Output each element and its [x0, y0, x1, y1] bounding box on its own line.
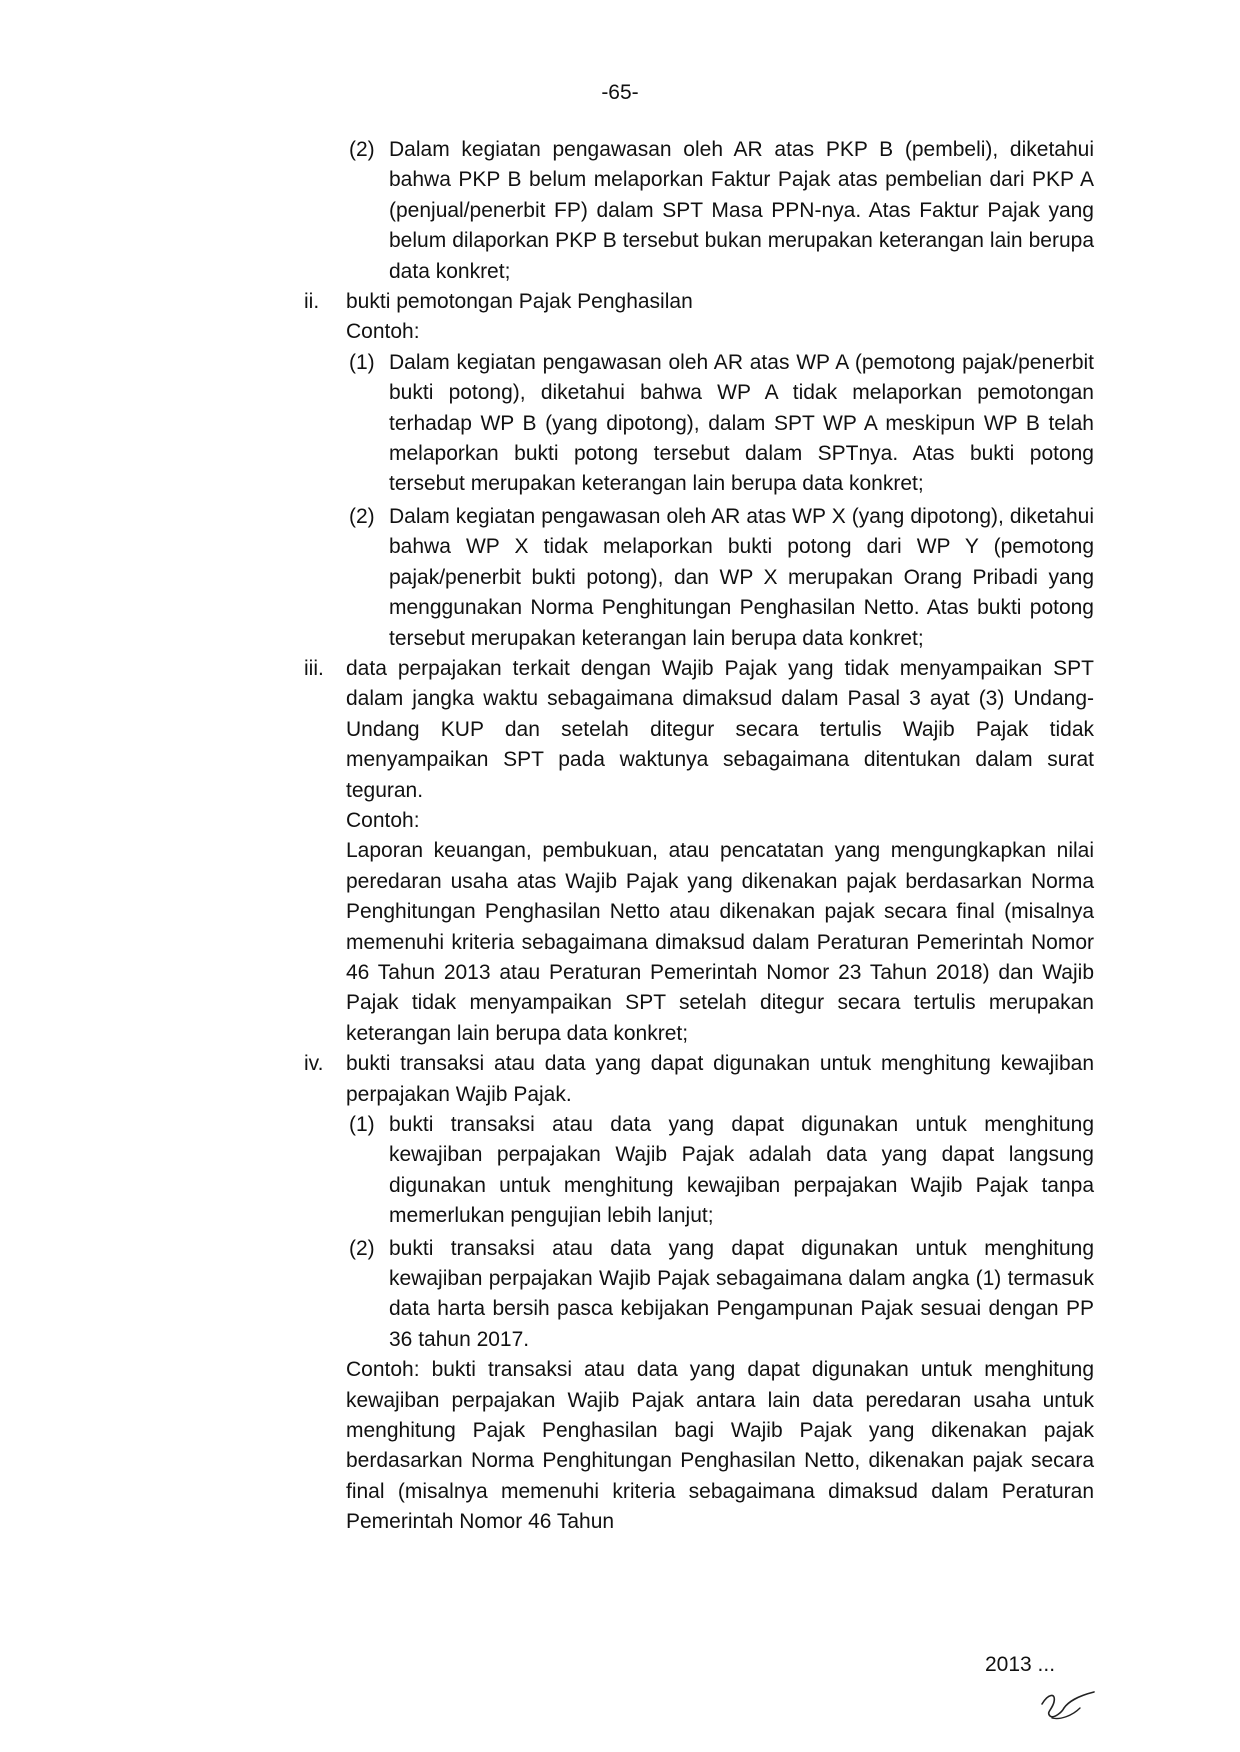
- list-item-numbered: [0, 1234, 1240, 1356]
- example-heading: Contoh:: [346, 808, 420, 832]
- item-text: bukti transaksi atau data yang dapat digunakan untuk menghitung kewajiban perpajakan Wajib Pajak.: [346, 1052, 1094, 1106]
- item-text: bukti pemotongan Pajak Penghasilan: [346, 290, 693, 314]
- example-paragraph: Contoh: bukti transaksi atau data yang dapat digunakan untuk menghitung kewajiban perpajakan Wajib Pajak antara lain data peredaran usaha untuk menghitung Pajak Penghasilan bagi Wajib Pajak yang dikenakan pajak berdasarkan Norma Penghitungan Penghasilan Netto, dikenakan pajak secara final (misalnya memenuhi kriteria sebagaimana dimaksud dalam Peraturan Pemerintah Nomor 46 Tahun: [346, 1358, 1094, 1534]
- page-number: -65-: [601, 81, 639, 104]
- item-label: iv.: [304, 1052, 324, 1076]
- page-body: [0, 135, 1240, 1538]
- item-text: data perpajakan terkait dengan Wajib Pajak yang tidak menyampaikan SPT dalam jangka waktu sebagaimana dimaksud dalam Pasal 3 ayat (3) Undang-Undang KUP dan setelah ditegur secara tertulis Wajib Pajak tidak menyampaikan SPT pada waktunya sebagaimana ditentukan dalam surat teguran.: [346, 656, 1094, 802]
- item-label: (1): [349, 1113, 375, 1136]
- continuation-marker: 2013 ...: [985, 1653, 1056, 1676]
- item-label: ii.: [304, 290, 320, 314]
- item-text: bukti transaksi atau data yang dapat digunakan untuk menghitung kewajiban perpajakan Wajib Pajak sebagaimana dalam angka (1) termasuk data harta bersih pasca kebijakan Pengampunan Pajak sesuai dengan PP 36 tahun 2017.: [389, 1236, 1094, 1351]
- item-text: Dalam kegiatan pengawasan oleh AR atas WP X (yang dipotong), diketahui bahwa WP X tidak melaporkan bukti potong dari WP Y (pemotong pajak/penerbit bukti potong), dan WP X merupakan Orang Pribadi yang menggunakan Norma Penghitungan Penghasilan Netto. Atas bukti potong tersebut merupakan keterangan lain berupa data konkret;: [389, 504, 1094, 650]
- list-item-numbered: [0, 135, 1240, 287]
- item-label: iii.: [304, 656, 324, 680]
- item-text: Dalam kegiatan pengawasan oleh AR atas WP A (pemotong pajak/penerbit bukti potong), diketahui bahwa WP A tidak melaporkan pemotongan terhadap WP B (yang dipotong), dalam SPT WP A meskipun WP B telah melaporkan bukti potong tersebut dalam SPTnya. Atas bukti potong tersebut merupakan keterangan lain berupa data konkret;: [389, 350, 1094, 496]
- list-item-roman: [0, 654, 1240, 806]
- item-label: (1): [349, 350, 375, 374]
- list-item-numbered: [0, 502, 1240, 654]
- signature-initial-icon: [1038, 1682, 1098, 1726]
- list-item-numbered: [0, 348, 1240, 500]
- item-text: bukti transaksi atau data yang dapat digunakan untuk menghitung kewajiban perpajakan Wajib Pajak adalah data yang dapat langsung digunakan untuk menghitung kewajiban perpajakan Wajib Pajak tanpa memerlukan pengujian lebih lanjut;: [389, 1113, 1094, 1228]
- item-text: Dalam kegiatan pengawasan oleh AR atas PKP B (pembeli), diketahui bahwa PKP B belum melaporkan Faktur Pajak atas pembelian dari PKP A (penjual/penerbit FP) dalam SPT Masa PPN-nya. Atas Faktur Pajak yang belum dilaporkan PKP B tersebut bukan merupakan keterangan lain berupa data konkret;: [389, 138, 1094, 283]
- list-item-roman: [0, 287, 1240, 317]
- item-label: (2): [349, 1236, 375, 1260]
- list-item-roman: [0, 1049, 1240, 1110]
- example-paragraph: Laporan keuangan, pembukuan, atau pencatatan yang mengungkapkan nilai peredaran usaha atas Wajib Pajak yang dikenakan pajak berdasarkan Norma Penghitungan Penghasilan Netto atau dikenakan pajak secara final (misalnya memenuhi kriteria sebagaimana dimaksud dalam Peraturan Pemerintah Nomor 46 Tahun 2013 atau Peraturan Pemerintah Nomor 23 Tahun 2018) dan Wajib Pajak tidak menyampaikan SPT setelah ditegur secara tertulis merupakan keterangan lain berupa data konkret;: [346, 839, 1094, 1045]
- item-label: (2): [349, 138, 375, 161]
- item-label: (2): [349, 504, 375, 528]
- list-item-numbered: [0, 1110, 1240, 1232]
- example-heading: Contoh:: [346, 320, 420, 344]
